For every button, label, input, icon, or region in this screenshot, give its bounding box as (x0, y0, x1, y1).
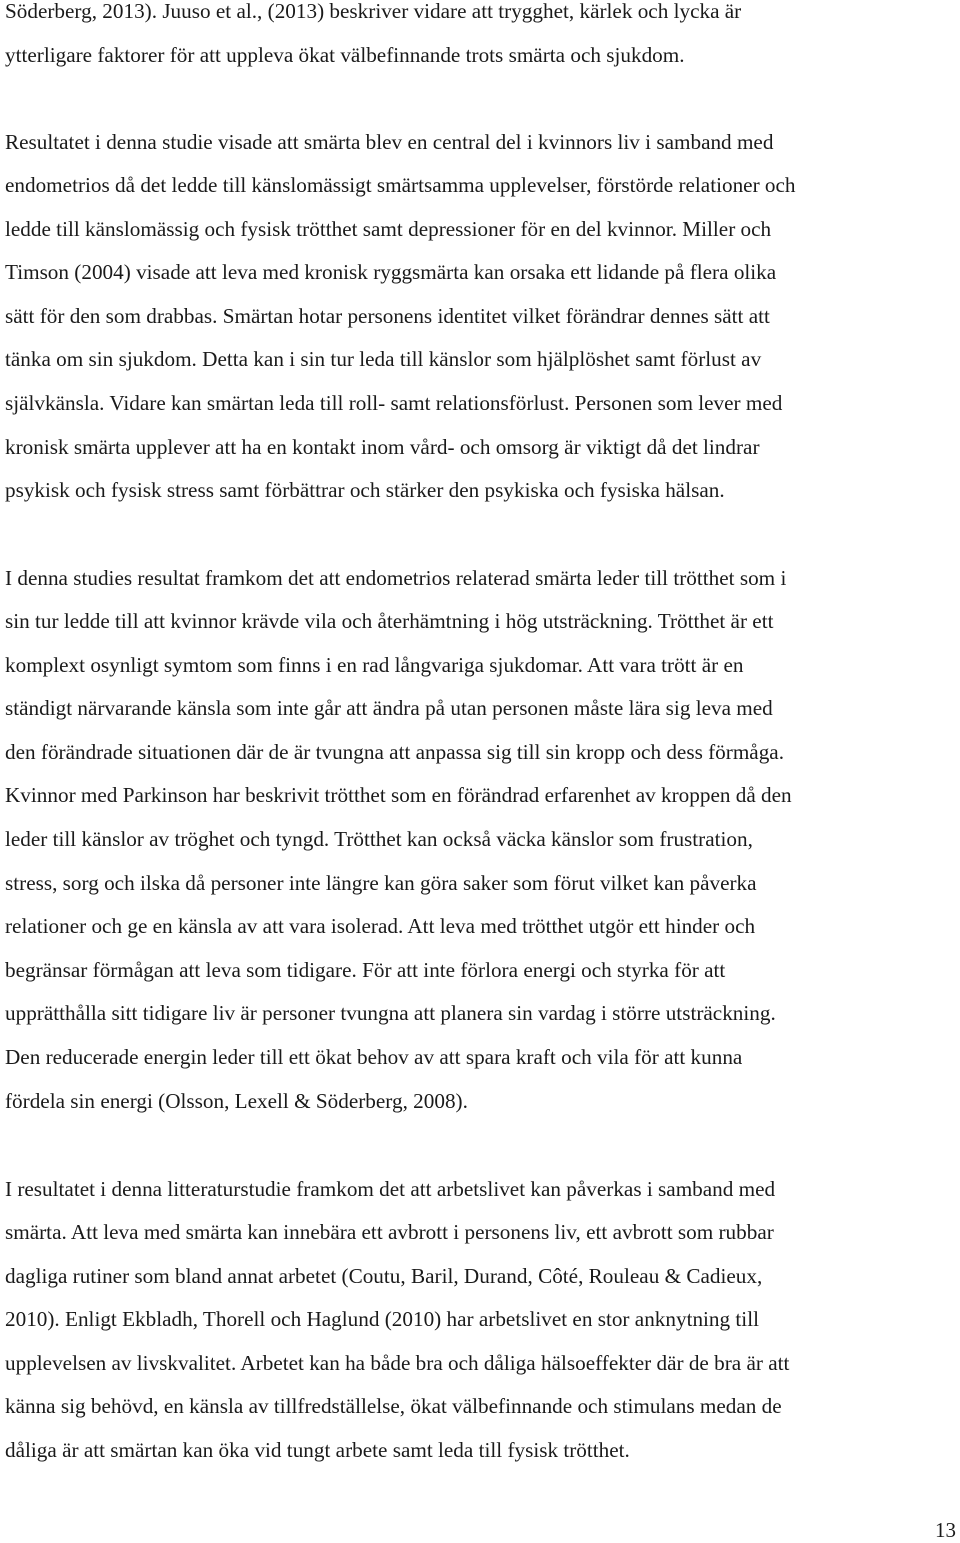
paragraph-3 (5, 557, 960, 1124)
text-line: Timson (2004) visade att leva med kronisk ryggsmärta kan orsaka ett lidande på flera olika (5, 260, 777, 285)
text-line: Den reducerade energin leder till ett ökat behov av att spara kraft och vila för att kunna (5, 1045, 743, 1070)
paragraph-1 (5, 0, 960, 77)
text-line: I denna studies resultat framkom det att endometrios relaterad smärta leder till trötthet som i (5, 565, 787, 590)
text-line: ledde till känslomässig och fysisk trötthet samt depressioner för en del kvinnor. Miller och (5, 216, 772, 241)
text-line: upprätthålla sitt tidigare liv är personer tvungna att planera sin vardag i större utsträckning. (5, 1001, 776, 1026)
text-line: stress, sorg och ilska då personer inte längre kan göra saker som förut vilket kan påverka (5, 870, 757, 895)
text-line: tänka om sin sjukdom. Detta kan i sin tur leda till känslor som hjälplöshet samt förlust av (5, 347, 762, 372)
text-line: komplext osynligt symtom som finns i en rad långvariga sjukdomar. Att vara trött är en (5, 652, 744, 677)
text-line: känna sig behövd, en känsla av tillfredställelse, ökat välbefinnande och stimulans medan de (5, 1394, 782, 1419)
text-line: I resultatet i denna litteraturstudie framkom det att arbetslivet kan påverkas i samband med (5, 1176, 776, 1201)
paragraph-4 (5, 1168, 960, 1473)
text-line: självkänsla. Vidare kan smärtan leda till roll- samt relationsförlust. Personen som lever med (5, 391, 783, 416)
text-line: relationer och ge en känsla av att vara isolerad. Att leva med trötthet utgör ett hinder och (5, 914, 756, 939)
text-line: Resultatet i denna studie visade att smärta blev en central del i kvinnors liv i samband med (5, 129, 774, 154)
page-number: 13 (935, 1518, 956, 1542)
text-line: ytterligare faktorer för att uppleva ökat välbefinnande trots smärta och sjukdom. (5, 42, 685, 67)
text-line: dagliga rutiner som bland annat arbetet (Coutu, Baril, Durand, Côté, Rouleau & Cadieux, (5, 1263, 763, 1288)
text-line: den förändrade situationen där de är tvungna att anpassa sig till sin kropp och dess förmåga. (5, 739, 785, 764)
text-line: sätt för den som drabbas. Smärtan hotar personens identitet vilket förändrar dennes sätt att (5, 303, 770, 328)
paragraph-2 (5, 121, 960, 513)
text-line: kronisk smärta upplever att ha en kontakt inom vård- och omsorg är viktigt då det lindrar (5, 434, 760, 459)
text-line: begränsar förmågan att leva som tidigare. För att inte förlora energi och styrka för att (5, 957, 726, 982)
text-line: fördela sin energi (Olsson, Lexell & Söderberg, 2008). (5, 1088, 468, 1113)
text-line: smärta. Att leva med smärta kan innebära ett avbrott i personens liv, ett avbrott som rubbar (5, 1220, 774, 1245)
text-line: sin tur ledde till att kvinnor krävde vila och återhämtning i hög utsträckning. Trötthet är ett (5, 609, 774, 634)
text-line: 2010). Enligt Ekbladh, Thorell och Haglund (2010) har arbetslivet en stor anknytning till (5, 1307, 759, 1332)
text-line: dåliga är att smärtan kan öka vid tungt arbete samt leda till fysisk trötthet. (5, 1438, 630, 1463)
text-line: leder till känslor av tröghet och tyngd. Trötthet kan också väcka känslor som frustration, (5, 827, 753, 852)
text-line: endometrios då det ledde till känslomässigt smärtsamma upplevelser, förstörde relationer och (5, 173, 796, 198)
text-line: Kvinnor med Parkinson har beskrivit trötthet som en förändrad erfarenhet av kroppen då den (5, 783, 792, 808)
text-line: ständigt närvarande känsla som inte går att ändra på utan personen måste lära sig leva med (5, 696, 773, 721)
text-line: psykisk och fysisk stress samt förbättrar och stärker den psykiska och fysiska hälsan. (5, 478, 725, 503)
text-line: upplevelsen av livskvalitet. Arbetet kan ha både bra och dåliga hälsoeffekter där de bra är att (5, 1350, 790, 1375)
text-line: Söderberg, 2013). Juuso et al., (2013) beskriver vidare att trygghet, kärlek och lycka är (5, 0, 742, 23)
